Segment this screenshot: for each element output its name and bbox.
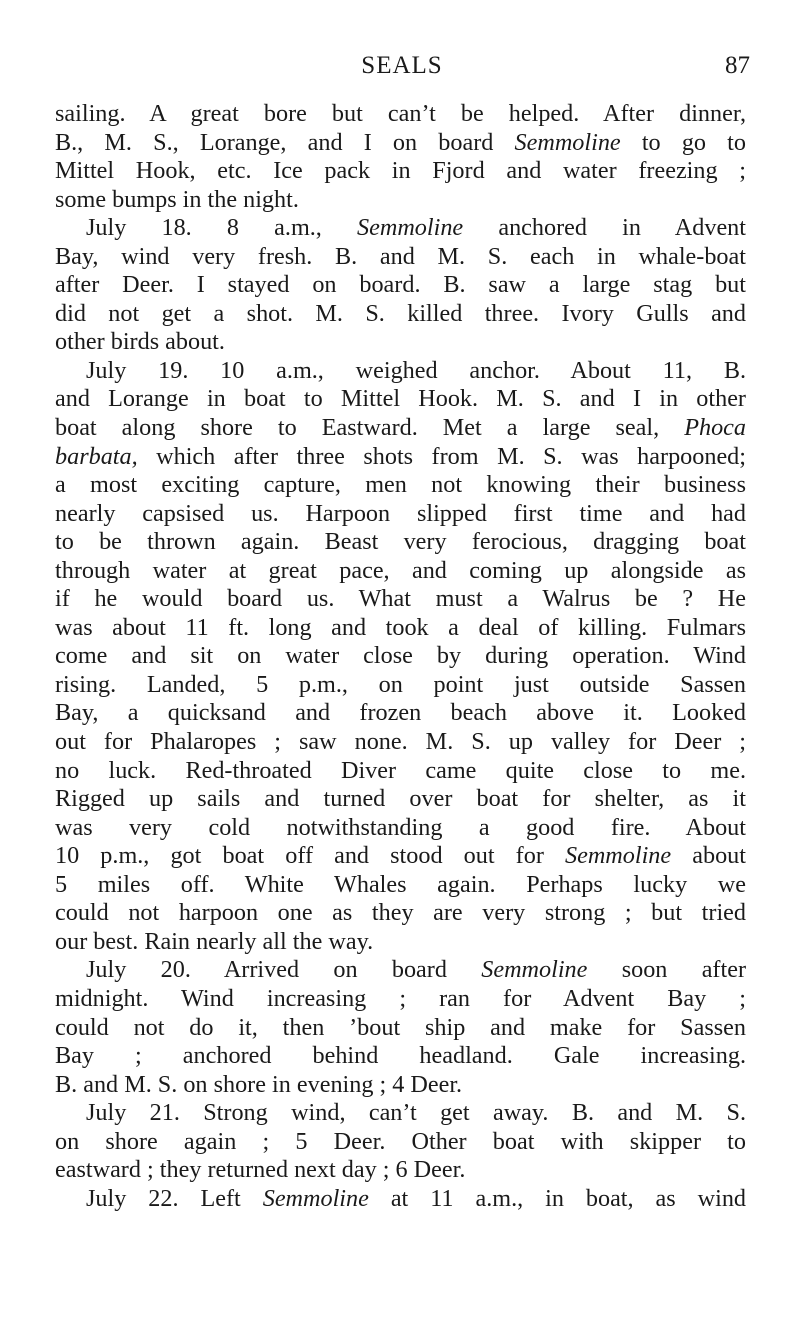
text-run: eastward ; they returned next day ; 6 Deer. xyxy=(55,1156,466,1184)
text-line xyxy=(55,1014,746,1043)
text-run: other birds about. xyxy=(55,328,225,356)
text-line xyxy=(55,129,746,158)
italic-name: Phoca xyxy=(684,414,746,442)
body-text xyxy=(55,100,746,1213)
text-line xyxy=(55,1156,746,1185)
text-line xyxy=(55,243,746,272)
text-run: Rigged up sails and turned over boat for shelter, as it xyxy=(55,785,746,813)
text-line xyxy=(55,500,746,529)
text-line xyxy=(55,614,746,643)
text-run: July 21. Strong wind, can’t get away. B. and M. S. xyxy=(86,1099,746,1127)
text-line xyxy=(55,100,746,129)
text-line xyxy=(55,1042,746,1071)
text-line xyxy=(55,671,746,700)
text-line xyxy=(55,300,746,329)
text-run: was very cold notwithstanding a good fire. About xyxy=(55,813,746,841)
entry-first-line xyxy=(55,956,746,985)
italic-name: barbata, xyxy=(55,442,138,470)
italic-name: Semmoline xyxy=(514,128,621,156)
text-run: about xyxy=(671,842,746,870)
text-run: to go to xyxy=(620,128,746,156)
text-line xyxy=(55,642,746,671)
text-run: July 18. 8 a.m., xyxy=(86,214,358,242)
text-run: Bay, a quicksand and frozen beach above it. Looked xyxy=(55,699,746,727)
text-run: B. and M. S. on shore in evening ; 4 Deer. xyxy=(55,1070,463,1098)
italic-name: Semmoline xyxy=(357,214,464,242)
text-line xyxy=(55,557,746,586)
text-run: our best. Rain nearly all the way. xyxy=(55,927,374,955)
text-line xyxy=(55,328,746,357)
text-run: July 20. Arrived on board xyxy=(86,956,482,984)
text-line xyxy=(55,1128,746,1157)
text-line xyxy=(55,928,746,957)
entry-first-line xyxy=(55,1099,746,1128)
text-line xyxy=(55,443,746,472)
text-run: and Lorange in boat to Mittel Hook. M. S. and I in other xyxy=(55,385,746,413)
text-run: 5 miles off. White Whales again. Perhaps lucky we xyxy=(55,870,746,898)
text-line xyxy=(55,757,746,786)
text-line xyxy=(55,842,746,871)
text-run: soon after xyxy=(587,956,747,984)
text-run: rising. Landed, 5 p.m., on point just outside Sassen xyxy=(55,670,746,698)
text-line xyxy=(55,271,746,300)
text-run: could not harpoon one as they are very strong ; but tried xyxy=(55,899,746,927)
text-run: could not do it, then ’bout ship and make for Sassen xyxy=(55,1013,746,1041)
italic-name: Semmoline xyxy=(481,956,588,984)
text-run: Mittel Hook, etc. Ice pack in Fjord and water freezing ; xyxy=(55,157,746,185)
text-run: July 22. Left xyxy=(86,1184,263,1212)
text-run: at 11 a.m., in boat, as wind xyxy=(368,1184,747,1212)
text-line xyxy=(55,528,746,557)
text-line xyxy=(55,186,746,215)
page-title: SEALS xyxy=(361,52,443,79)
text-run: was about 11 ft. long and took a deal of killing. Fulmars xyxy=(55,613,746,641)
text-line xyxy=(55,157,746,186)
text-run: Bay ; anchored behind headland. Gale increasing. xyxy=(55,1042,746,1070)
text-run: anchored in Advent xyxy=(463,214,747,242)
text-run: did not get a shot. M. S. killed three. Ivory Gulls and xyxy=(55,299,746,327)
text-run: 10 p.m., got boat off and stood out for xyxy=(55,842,565,870)
text-run: to be thrown again. Beast very ferocious, dragging boat xyxy=(55,528,746,556)
text-line xyxy=(55,985,746,1014)
text-run: some bumps in the night. xyxy=(55,185,299,213)
text-run: through water at great pace, and coming up alongside as xyxy=(55,556,746,584)
running-head xyxy=(52,50,752,84)
text-run: if he would board us. What must a Walrus be ? He xyxy=(55,585,746,613)
text-run: midnight. Wind increasing ; ran for Advent Bay ; xyxy=(55,984,746,1012)
text-line xyxy=(55,814,746,843)
italic-name: Semmoline xyxy=(262,1184,369,1212)
text-run: B., M. S., Lorange, and I on board xyxy=(55,128,515,156)
text-run: come and sit on water close by during operation. Wind xyxy=(55,642,746,670)
text-run: nearly capsised us. Harpoon slipped first time and had xyxy=(55,499,746,527)
text-line xyxy=(55,871,746,900)
text-run: after Deer. I stayed on board. B. saw a large stag but xyxy=(55,271,746,299)
text-line xyxy=(55,699,746,728)
italic-name: Semmoline xyxy=(565,842,672,870)
text-line xyxy=(55,785,746,814)
text-run: a most exciting capture, men not knowing their business xyxy=(55,471,746,499)
entry-first-line xyxy=(55,1185,746,1214)
text-line xyxy=(55,585,746,614)
text-run: out for Phalaropes ; saw none. M. S. up valley for Deer ; xyxy=(55,728,746,756)
text-line xyxy=(55,1071,746,1100)
page-number: 87 xyxy=(725,52,750,79)
text-line xyxy=(55,728,746,757)
text-run: Bay, wind very fresh. B. and M. S. each in whale-boat xyxy=(55,242,746,270)
entry-first-line xyxy=(55,357,746,386)
text-run: July 19. 10 a.m., weighed anchor. About 11, B. xyxy=(86,356,746,384)
text-run: which after three shots from M. S. was harpooned; xyxy=(137,442,746,470)
text-run: sailing. A great bore but can’t be helped. After dinner, xyxy=(55,100,746,127)
text-line xyxy=(55,471,746,500)
text-run: boat along shore to Eastward. Met a large seal, xyxy=(55,414,685,442)
text-run: on shore again ; 5 Deer. Other boat with skipper to xyxy=(55,1127,746,1155)
text-line xyxy=(55,899,746,928)
text-line xyxy=(55,385,746,414)
text-run: no luck. Red-throated Diver came quite close to me. xyxy=(55,756,746,784)
entry-first-line xyxy=(55,214,746,243)
text-line xyxy=(55,414,746,443)
